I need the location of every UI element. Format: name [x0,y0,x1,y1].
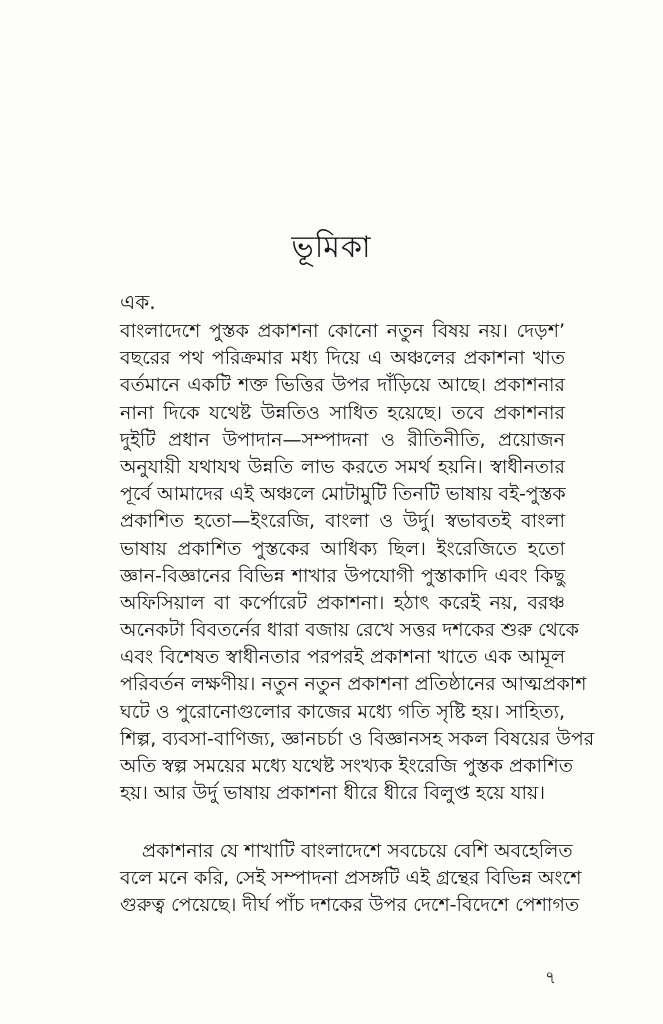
text-line: নানা দিকে যথেষ্ট উন্নতিও সাধিত হয়েছে। তবে প্রকাশনার [120,401,565,424]
text-line: জ্ঞান-বিজ্ঞানের বিভিন্ন শাখার উপযোগী পুস্তাকাদি এবং কিছু [120,564,565,587]
text-line: গুরুত্ব পেয়েছে। দীর্ঘ পাঁচ দশকের উপর দেশে-বিদেশে পেশাগত [120,894,580,917]
text-line: প্রকাশিত হতো—ইংরেজি, বাংলা ও উর্দু। স্বভাবতই বাংলা [120,510,565,533]
text-line: এবং বিশেষত স্বাধীনতার পরপরই প্রকাশনা খাতে এক আমূল [120,646,565,669]
text-line: পূর্বে আমাদের এই অঞ্চলে মোটামুটি তিনটি ভাষায় বই-পুস্তক [120,483,566,506]
text-line: ভাষায় প্রকাশিত পুস্তকের আধিক্য ছিল। ইংরেজিতে হতো [120,537,565,560]
text-line: বছরের পথ পরিক্রমার মধ্য দিয়ে এ অঞ্চলের প্রকাশনা খাত [120,347,565,370]
text-line: অতি স্বল্প সময়ের মধ্যে যথেষ্ট সংখ্যক ইংরেজি পুস্তক প্রকাশিত [120,755,573,777]
text-line: বাংলাদেশে পুস্তক প্রকাশনা কোনো নতুন বিষয় নয়। দেড়শ’ [120,320,565,342]
page-title: ভূমিকা [291,230,372,265]
text-line: পরিবর্তন লক্ষণীয়। নতুন নতুন প্রকাশনা প্রতিষ্ঠানের আত্মপ্রকাশ [120,673,587,696]
text-line: হয়। আর উর্দু ভাষায় প্রকাশনা ধীরে ধীরে বিলুপ্ত হয়ে যায়। [120,782,546,805]
text-line: ঘটে ও পুরোনোগুলোর কাজের মধ্যে গতি সৃষ্টি হয়। সাহিত্য, [120,700,565,723]
text-line: শিল্প, ব্যবসা-বাণিজ্য, জ্ঞানচর্চা ও বিজ্ঞানসহ সকল বিষয়ের উপর [120,727,595,750]
text-line: অনেকটা বিবতর্নের ধারা বজায় রেখে সত্তর দশকের শুরু থেকে [120,619,579,642]
text-line: প্রকাশনার যে শাখাটি বাংলাদেশে সবচেয়ে বেশি অবহেলিত [142,840,573,862]
text-line: অফিসিয়াল বা কর্পোরেট প্রকাশনা। হঠাৎ করেই নয়, বরঞ্চ [120,591,565,614]
text-line: দুইটি প্রধান উপাদান—সম্পাদনা ও রীতিনীতি, প্রয়োজন [120,428,565,451]
text-line: বর্তমানে একটি শক্ত ভিত্তির উপর দাঁড়িয়ে আছে। প্রকাশনার [120,374,565,397]
text-line: অনুযায়ী যথাযথ উন্নতি লাভ করতে সমর্থ হয়নি। স্বাধীনতার [120,455,565,478]
section-label: এক. [120,290,156,314]
page-number: ৭ [545,968,557,988]
text-line: বলে মনে করি, সেই সম্পাদনা প্রসঙ্গটি এই গ্রন্থের বিভিন্ন অংশে [120,867,582,890]
paragraph-1 [120,318,595,807]
paragraph-2 [120,838,582,920]
